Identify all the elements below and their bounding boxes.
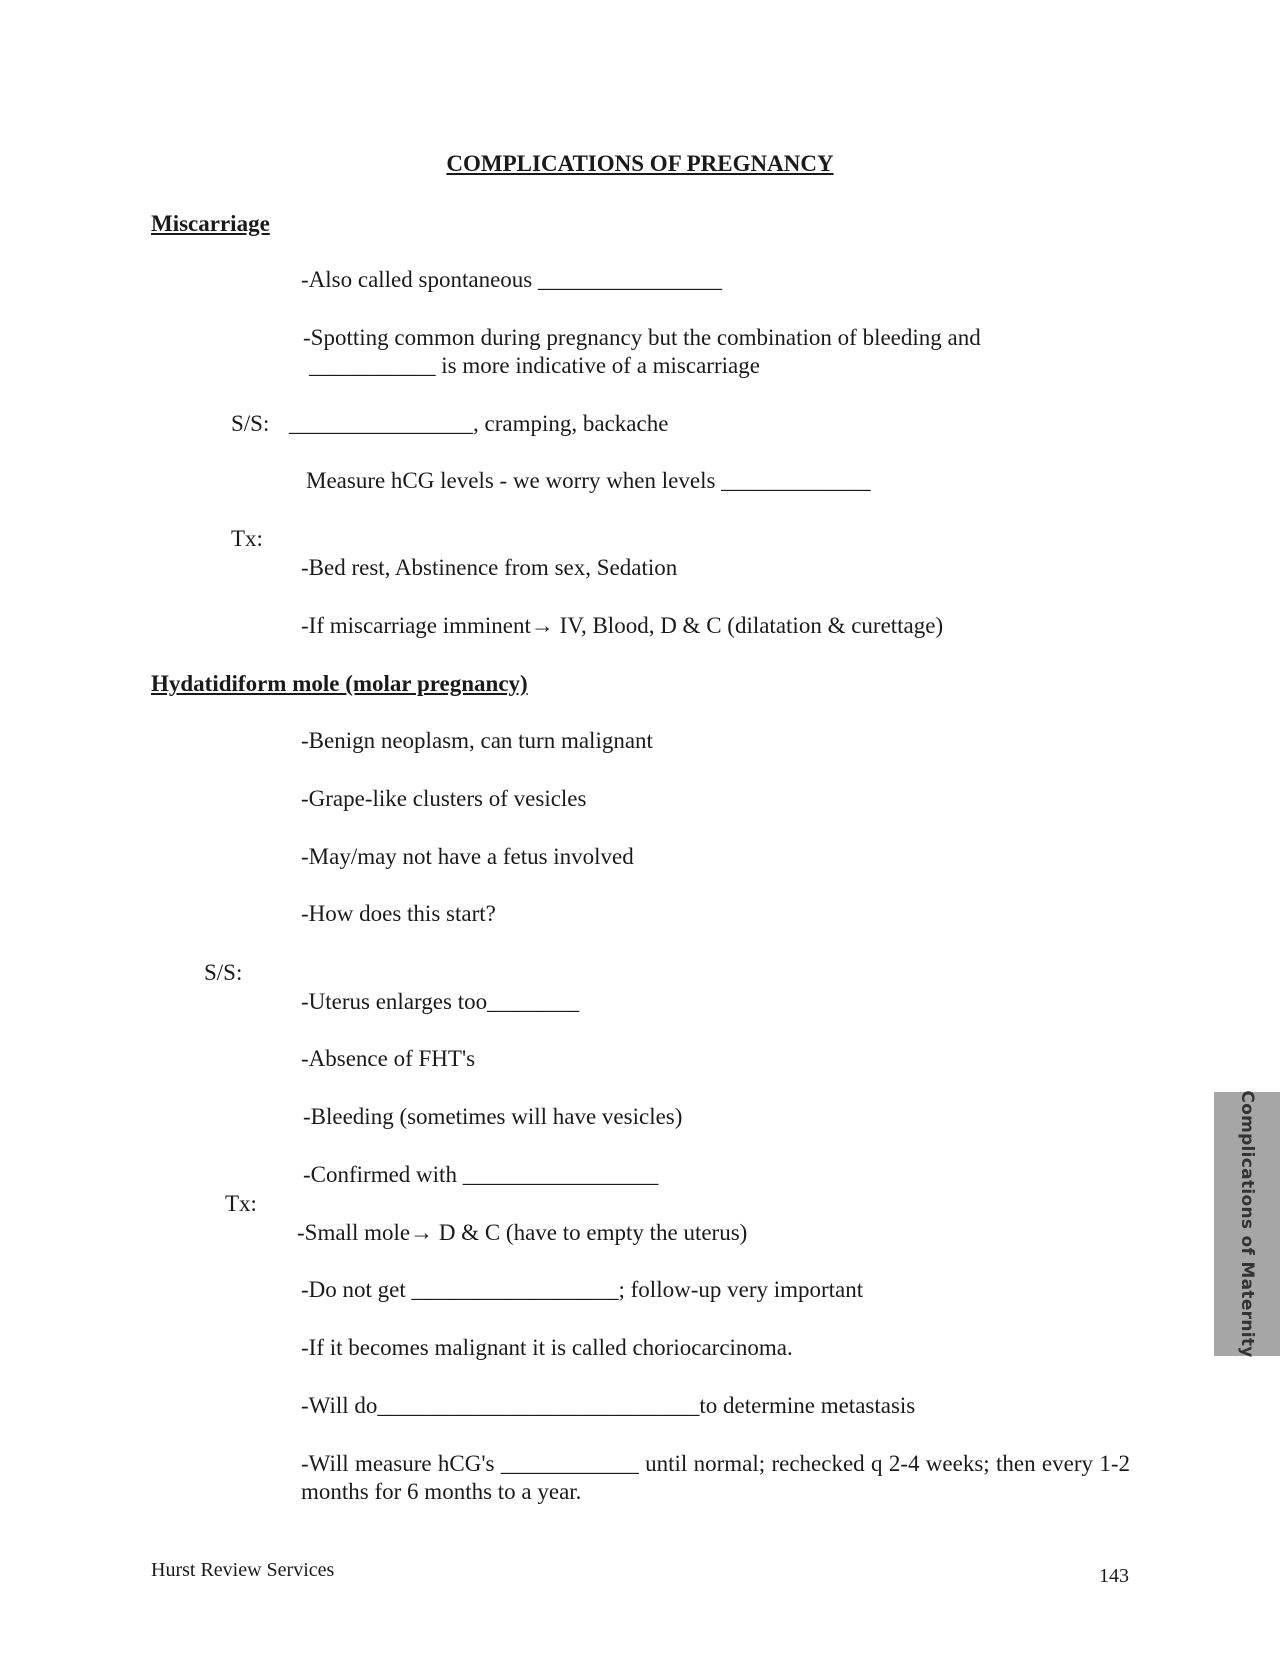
section-heading-hydatidiform-mole: Hydatidiform mole (molar pregnancy) [151,671,528,696]
mole-tx-do-not-get: -Do not get __________________; follow-up very important [301,1277,864,1302]
page-title: COMPLICATIONS OF PREGNANCY [446,151,834,176]
mole-ss-label: S/S: [204,960,243,985]
miscarriage-tx-label: Tx: [231,526,263,551]
chapter-side-tab-label: Complications of Maternity [1237,1090,1257,1358]
miscarriage-ss-text: ________________, cramping, backache [289,411,669,436]
mole-item-grape: -Grape-like clusters of vesicles [301,786,587,811]
mole-tx-hcg-recheck: -Will measure hCG's ____________ until normal; rechecked q 2-4 weeks; then every 1-2 months for 6 months to a year. [301,1451,1130,1504]
miscarriage-line-also-called: -Also called spontaneous ________________ [301,267,722,292]
mole-tx-label: Tx: [225,1191,257,1216]
miscarriage-ss-label: S/S: [231,411,270,436]
chapter-side-tab [1214,1092,1280,1356]
mole-item-benign: -Benign neoplasm, can turn malignant [301,728,653,753]
mole-item-fetus: -May/may not have a fetus involved [301,844,634,869]
mole-ss-fht: -Absence of FHT's [301,1046,476,1071]
mole-tx-metastasis: -Will do____________________________to determine metastasis [301,1393,916,1418]
mole-item-start: -How does this start? [301,901,496,926]
miscarriage-hcg-line: Measure hCG levels - we worry when levels _____________ [306,468,871,493]
mole-ss-uterus: -Uterus enlarges too________ [301,989,580,1014]
miscarriage-line-spotting-cont: ___________ is more indicative of a miscarriage [309,353,760,378]
miscarriage-tx-bedrest: -Bed rest, Abstinence from sex, Sedation [301,555,678,580]
page-number: 143 [1099,1565,1129,1587]
mole-ss-bleeding: -Bleeding (sometimes will have vesicles) [303,1104,683,1129]
mole-ss-confirmed: -Confirmed with _________________ [303,1162,659,1187]
miscarriage-tx-imminent: -If miscarriage imminent→ IV, Blood, D & C (dilatation & curettage) [301,613,944,638]
section-heading-miscarriage: Miscarriage [151,211,270,236]
mole-tx-malignant: -If it becomes malignant it is called choriocarcinoma. [301,1335,793,1360]
miscarriage-line-spotting: -Spotting common during pregnancy but the combination of bleeding and [303,325,981,350]
mole-tx-small-mole: -Small mole→ D & C (have to empty the uterus) [297,1220,748,1245]
footer-publisher: Hurst Review Services [151,1559,335,1581]
